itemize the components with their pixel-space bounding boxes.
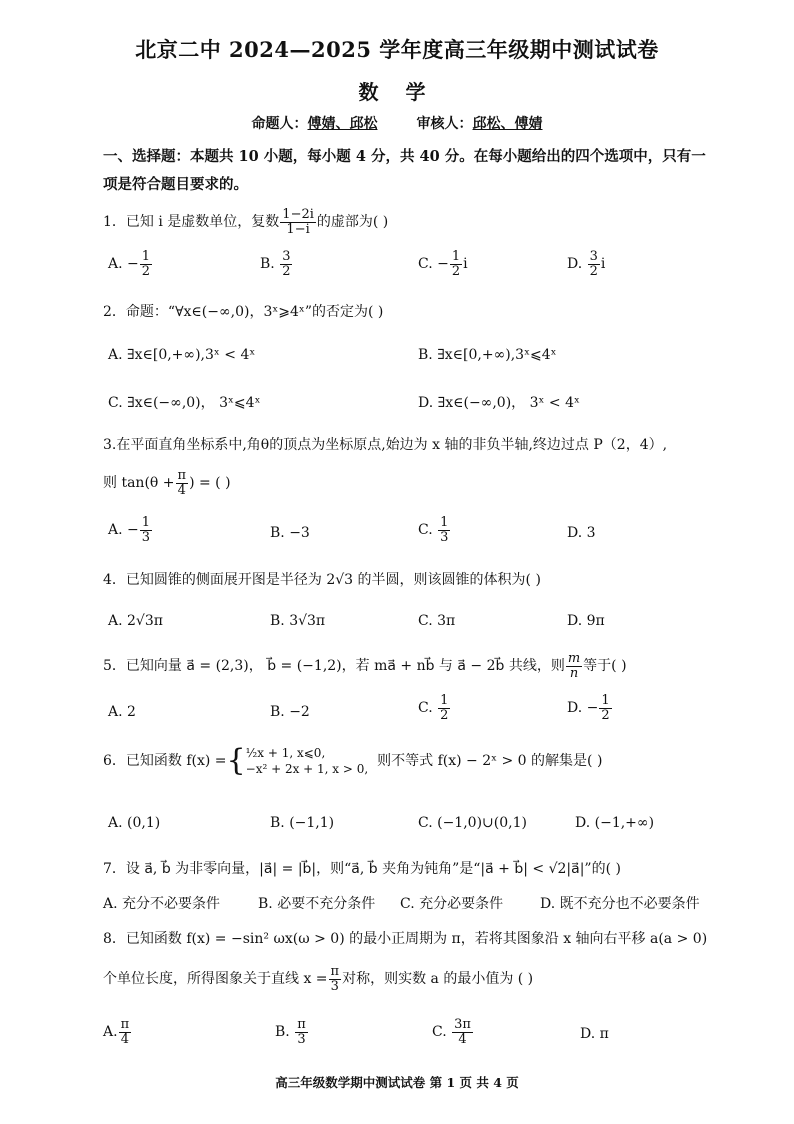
q1-a-num: 1	[141, 249, 151, 264]
q3-ask-frac	[176, 469, 189, 497]
q3-ask-pre: 则 tan(θ +	[103, 475, 175, 492]
q8-c-den: 4	[458, 1031, 467, 1047]
q5-stem-post: 等于( )	[583, 658, 627, 675]
q3-a-frac	[140, 516, 152, 544]
q7-option-a[interactable]: A. 充分不必要条件	[103, 896, 221, 912]
q5-stem-pre: 5．已知向量 a⃗ = (2,3)， b⃗ = (−1,2)，若 ma⃗ + nb⃗ 与 a⃗ − 2b⃗ 共线，则	[103, 658, 565, 675]
q7-option-c[interactable]: C. 充分必要条件	[400, 896, 504, 912]
q1-a-label: A. −	[108, 256, 139, 273]
q6-piece-2: −x² + 2x + 1, x > 0,	[245, 762, 369, 777]
q6-stem-post: 则不等式 f(x) − 2ˣ > 0 的解集是( )	[377, 753, 603, 770]
q4-option-d[interactable]: D. 9π	[567, 613, 605, 629]
q6-piecewise	[246, 745, 369, 777]
page-footer: 高三年级数学期中测试试卷 第 1 页 共 4 页	[275, 1075, 519, 1090]
question-7-stem: 7．设 a⃗, b⃗ 为非零向量，|a⃗| = |b⃗|，则“a⃗, b⃗ 夹角为钝角”是“|a⃗ + b⃗| < √2|a⃗|”的( )	[103, 861, 621, 877]
q5-num: m	[567, 651, 581, 666]
q5-frac	[566, 652, 582, 680]
q3-option-b[interactable]: B. −3	[270, 525, 310, 541]
authors-names: 傅婧、邱松	[307, 116, 378, 132]
q3-option-d[interactable]: D. 3	[567, 525, 596, 541]
question-8-line2	[103, 965, 533, 993]
authors-line	[0, 113, 794, 133]
question-5-stem	[103, 652, 627, 680]
q1-c-suffix: i	[463, 256, 468, 273]
q2-option-b[interactable]: B. ∃x∈[0,+∞),3ˣ⩽4ˣ	[418, 347, 557, 363]
q2-option-d[interactable]: D. ∃x∈(−∞,0)， 3ˣ < 4ˣ	[418, 395, 580, 411]
q3-a-num: 1	[141, 515, 151, 530]
q8-option-b[interactable]	[275, 1018, 309, 1046]
q2-option-a[interactable]: A. ∃x∈[0,+∞),3ˣ < 4ˣ	[108, 347, 256, 363]
authors-label: 命题人：	[251, 116, 308, 132]
q1-stem-text: 1．已知 i 是虚数单位，复数	[103, 214, 280, 231]
q8-b-den: 3	[297, 1031, 306, 1047]
q8-option-d[interactable]: D. π	[580, 1026, 609, 1042]
q3-ask-num: π	[177, 468, 187, 483]
q5-c-num: 1	[440, 693, 449, 708]
q5-option-b[interactable]: B. −2	[270, 704, 310, 720]
section-instructions-line1: 一、选择题：本题共 10 小题，每小题 4 分，共 40 分。在每小题给出的四个选项中，只有一	[103, 148, 706, 165]
q3-a-label: A. −	[108, 522, 139, 539]
q5-d-den: 2	[601, 707, 610, 723]
q4-option-a[interactable]: A. 2√3π	[108, 613, 163, 629]
subject-title: 数 学	[358, 80, 436, 104]
q5-option-a[interactable]: A. 2	[108, 704, 136, 720]
q5-c-den: 2	[440, 707, 449, 723]
q6-brace: {	[226, 743, 246, 779]
q8-b-label: B.	[275, 1024, 290, 1041]
question-4-stem: 4．已知圆锥的侧面展开图是半径为 2√3 的半圆，则该圆锥的体积为( )	[103, 572, 541, 588]
q1-b-frac	[280, 250, 292, 278]
q6-option-b[interactable]: B. (−1,1)	[270, 815, 335, 831]
q3-a-den: 3	[141, 529, 151, 545]
q1-option-c[interactable]	[418, 250, 468, 278]
q6-option-d[interactable]: D. (−1,+∞)	[575, 815, 655, 831]
q1-stem-ask: 的虚部为( )	[316, 214, 389, 231]
q5-c-frac	[438, 694, 450, 722]
q1-b-den: 2	[282, 263, 291, 279]
q2-option-c[interactable]: C. ∃x∈(−∞,0)， 3ˣ⩽4ˣ	[108, 395, 261, 411]
q6-stem-pre: 6．已知函数 f(x) =	[103, 753, 227, 770]
q5-c-label: C.	[418, 700, 433, 717]
q5-option-c[interactable]	[418, 694, 451, 722]
question-2-stem: 2．命题：“∀x∈(−∞,0)，3ˣ⩾4ˣ”的否定为( )	[103, 304, 384, 320]
question-3-stem: 3.在平面直角坐标系中,角θ的顶点为坐标原点,始边为 x 轴的非负半轴,终边过点 P（2，4）,	[103, 437, 668, 453]
q1-fraction-den: 1−i	[286, 221, 310, 237]
q3-ask-post: ) = ( )	[189, 475, 231, 492]
q8-a-num: π	[120, 1017, 130, 1032]
q8-b-frac	[295, 1018, 308, 1046]
q1-a-frac	[140, 250, 152, 278]
q3-option-a[interactable]	[108, 516, 153, 544]
reviewers-names: 邱松、傅婧	[472, 116, 543, 132]
q8-c-frac	[452, 1018, 473, 1046]
q8-option-a[interactable]	[103, 1018, 132, 1046]
q3-option-c[interactable]	[418, 516, 451, 544]
q8-line2-num: π	[330, 964, 340, 979]
q1-d-frac	[588, 250, 600, 278]
section-instructions-line2: 项是符合题目要求的。	[103, 176, 248, 193]
q1-c-den: 2	[451, 263, 461, 279]
q7-option-b[interactable]: B. 必要不充分条件	[258, 896, 376, 912]
q3-c-den: 3	[440, 529, 449, 545]
q1-d-suffix: i	[600, 256, 606, 273]
q8-line2-den: 3	[330, 978, 339, 994]
q8-line2-frac	[329, 965, 342, 993]
question-3-ask	[103, 469, 231, 497]
q1-option-a[interactable]	[108, 250, 153, 278]
q5-d-label: D. −	[567, 700, 599, 717]
q5-option-d[interactable]	[567, 694, 613, 722]
q6-option-c[interactable]: C. (−1,0)∪(0,1)	[418, 815, 527, 831]
q8-option-c[interactable]	[432, 1018, 474, 1046]
q8-a-label: A.	[103, 1024, 118, 1041]
question-6-stem	[103, 745, 602, 777]
q8-a-frac	[119, 1018, 132, 1046]
q8-b-num: π	[297, 1017, 306, 1032]
q3-c-num: 1	[440, 515, 449, 530]
q7-option-d[interactable]: D. 既不充分也不必要条件	[540, 896, 700, 912]
q8-line2-post: 对称，则实数 a 的最小值为 ( )	[342, 971, 534, 988]
q8-c-num: 3π	[454, 1017, 471, 1032]
q1-option-b[interactable]	[260, 250, 293, 278]
question-8-line1: 8．已知函数 f(x) = −sin² ωx(ω > 0) 的最小正周期为 π，若将其图象沿 x 轴向右平移 a(a > 0)	[103, 931, 708, 947]
q1-d-label: D.	[567, 256, 583, 273]
q1-d-num: 3	[589, 249, 598, 264]
q8-a-den: 4	[120, 1031, 129, 1047]
q4-option-c[interactable]: C. 3π	[418, 613, 456, 629]
q1-c-label: C. −	[418, 256, 449, 273]
q1-b-num: 3	[282, 249, 291, 264]
q6-option-a[interactable]: A. (0,1)	[108, 815, 161, 831]
q1-c-num: 1	[451, 249, 461, 264]
q3-c-frac	[438, 516, 450, 544]
q5-d-num: 1	[601, 693, 610, 708]
q1-c-frac	[450, 250, 462, 278]
q6-piece-1: ½x + 1, x⩽0,	[245, 746, 326, 760]
q4-option-b[interactable]: B. 3√3π	[270, 613, 326, 629]
exam-title: 北京二中 2024—2025 学年度高三年级期中测试试卷	[135, 37, 659, 62]
q1-d-den: 2	[589, 263, 598, 279]
q1-option-d[interactable]	[567, 250, 605, 278]
q5-den: n	[569, 665, 579, 681]
q1-a-den: 2	[141, 263, 151, 279]
q1-fraction-num: 1−2i	[282, 207, 314, 222]
reviewers-label: 审核人：	[416, 116, 473, 132]
q5-d-frac	[599, 694, 611, 722]
q8-c-label: C.	[432, 1024, 447, 1041]
q3-ask-den: 4	[177, 482, 186, 498]
question-1-stem	[103, 208, 388, 236]
q1-fraction	[280, 208, 316, 236]
q1-b-label: B.	[260, 256, 275, 273]
q3-c-label: C.	[418, 522, 433, 539]
q8-line2-pre: 个单位长度，所得图象关于直线 x =	[103, 971, 328, 988]
